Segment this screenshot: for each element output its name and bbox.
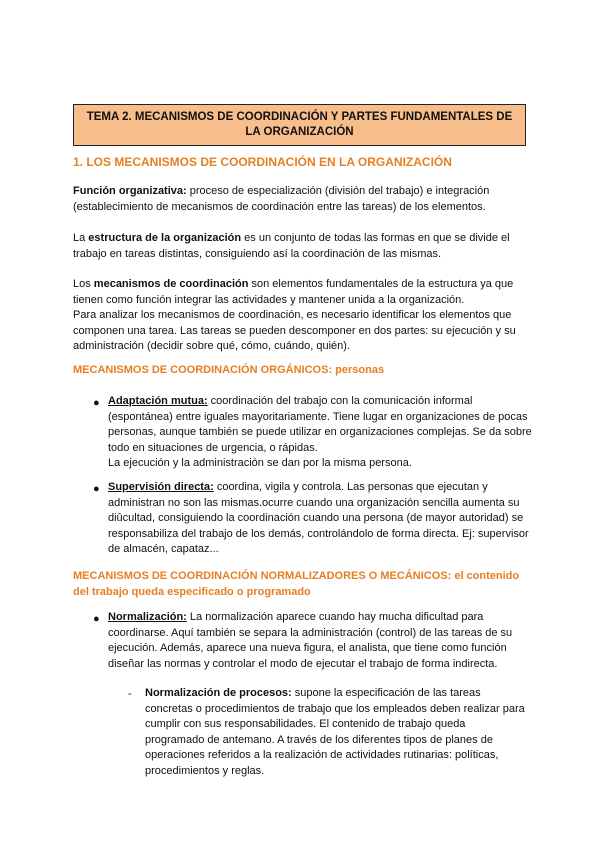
paragraph-estructura bbox=[73, 231, 533, 262]
document-title-line-2: LA ORGANIZACIÓN bbox=[245, 126, 354, 138]
item-text: coordinación del trabajo con la comunicación informal (espontánea) entre iguales mayoritariamente. Tiene lugar en organizaciones de pocas personas, aunque también se puede utilizar en organizaciones complejas. Se da sobre todo en situaciones de urgencia, o rápidas. bbox=[108, 395, 532, 454]
document-title-line-1: TEMA 2. MECANISMOS DE COORDINACIÓN Y PARTES FUNDAMENTALES DE bbox=[86, 111, 513, 123]
subheading-organicos: MECANISMOS DE COORDINACIÓN ORGÁNICOS: personas bbox=[73, 364, 385, 376]
paragraph-text: proceso de especialización (división del trabajo) e integración (establecimiento de mecanismos de coordinación entre las tareas) de los elementos. bbox=[73, 185, 490, 213]
term-estructura: estructura de la organización bbox=[88, 232, 242, 244]
paragraph-text: son elementos fundamentales de la estructura ya que tienen como función integrar las actividades y mantener unida a la organización. bbox=[73, 278, 514, 306]
paragraph-funcion-organizativa bbox=[73, 184, 533, 215]
subheading-normalizadores: MECANISMOS DE COORDINACIÓN NORMALIZADORES O MECÁNICOS: el contenido del trabajo queda especificado o programado bbox=[73, 570, 520, 598]
item-text: coordina, vigila y controla. Las personas que ejecutan y administran no son las mismas.ocurre cuando una organización sencilla aumenta su diûcultad, consiguiendo la coordinación cuando una persona (de mayor autoridad) se responsabiliza del trabajo de los demás, controlándolo de forma directa. Ej: supervisor de almacén, capataz... bbox=[108, 481, 529, 555]
paragraph-prefix: Los bbox=[73, 278, 94, 290]
document-title-box bbox=[73, 104, 526, 146]
bullet-icon: ● bbox=[93, 483, 100, 495]
item-text: supone la especificación de las tareas concretas o procedimientos de trabajo que los empleados deben realizar para cumplir con sus responsabilidades. El contenido de trabajo queda programado de antemano. A través de los diferentes tipos de planes de operaciones referidos a la realización de actividades rutinarias: políticas, procedimientos y reglas. bbox=[145, 687, 525, 777]
item-text-2: La ejecución y la administración se dan por la misma persona. bbox=[108, 457, 412, 469]
list-item-supervision-directa bbox=[108, 480, 533, 558]
paragraph-prefix: La bbox=[73, 232, 89, 244]
item-text: La normalización aparece cuando hay mucha dificultad para coordinarse. Aquí también se separa la administración (control) de las tareas de su ejecución. Además, aparece una nueva figura, el analista, que tiene como función diseñar las normas y controlar el modo de ejecutar el trabajo de forma indirecta. bbox=[108, 611, 513, 670]
bullet-icon: ● bbox=[93, 613, 100, 625]
list-item-normalizacion-procesos bbox=[145, 686, 525, 779]
term-adaptacion-mutua: Adaptación mutua: bbox=[108, 395, 208, 407]
dash-bullet-icon: - bbox=[128, 688, 132, 700]
term-mecanismos: mecanismos de coordinación bbox=[93, 278, 249, 290]
paragraph-mecanismos bbox=[73, 277, 533, 355]
term-funcion-organizativa: Función organizativa: bbox=[73, 185, 187, 197]
section-1-heading: 1. LOS MECANISMOS DE COORDINACIÓN EN LA ORGANIZACIÓN bbox=[73, 155, 452, 169]
term-normalizacion: Normalización: bbox=[108, 611, 187, 623]
bullet-icon: ● bbox=[93, 397, 100, 409]
term-normalizacion-procesos: Normalización de procesos: bbox=[145, 687, 292, 699]
paragraph-text-2: Para analizar los mecanismos de coordinación, es necesario identificar los elementos que componen una tarea. Las tareas se pueden descomponer en dos partes: su ejecución y su administración (decidir sobre qué, cómo, cuándo, quién). bbox=[73, 309, 516, 352]
list-item-normalizacion bbox=[108, 610, 533, 672]
list-item-adaptacion-mutua bbox=[108, 394, 533, 472]
term-supervision-directa: Supervisión directa: bbox=[108, 481, 214, 493]
paragraph-text: es un conjunto de todas las formas en que se divide el trabajo en tareas distintas, consiguiendo así la coordinación de las mismas. bbox=[73, 232, 510, 260]
